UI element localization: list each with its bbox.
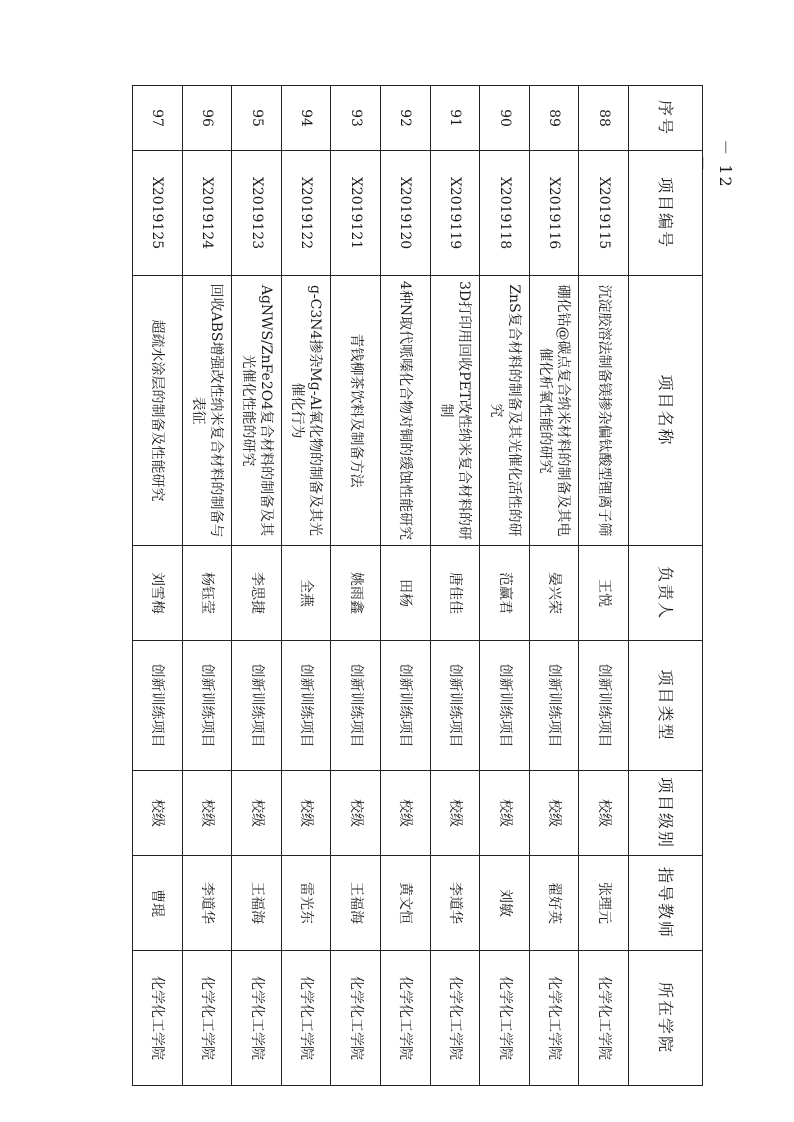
cell-project-type: 创新训练项目 <box>579 641 629 771</box>
cell-project-name: 青钱柳茶饮料及制备方法 <box>331 276 381 546</box>
cell-project-name: 3D打印用回收PET改性纳米复合材料的研制 <box>430 276 480 546</box>
cell-project-level: 校级 <box>430 771 480 856</box>
header-cell-college: 所在学院 <box>629 951 703 1086</box>
cell-project-level: 校级 <box>232 771 282 856</box>
cell-project-level: 校级 <box>381 771 431 856</box>
header-cell-project-level: 项目级别 <box>629 771 703 856</box>
cell-index: 91 <box>430 86 480 151</box>
cell-project-code: X2019122 <box>281 151 331 276</box>
cell-project-type: 创新训练项目 <box>430 641 480 771</box>
table-row <box>529 86 579 1086</box>
cell-project-code: X2019125 <box>133 151 183 276</box>
cell-leader: 姚雨鑫 <box>331 546 381 641</box>
cell-index: 96 <box>182 86 232 151</box>
cell-project-name: 超疏水涂层的制备及性能研究 <box>133 276 183 546</box>
cell-index: 93 <box>331 86 381 151</box>
cell-project-type: 创新训练项目 <box>182 641 232 771</box>
cell-college: 化学化工学院 <box>232 951 282 1086</box>
cell-index: 97 <box>133 86 183 151</box>
cell-project-code: X2019123 <box>232 151 282 276</box>
cell-index: 92 <box>381 86 431 151</box>
cell-leader: 唐佳佳 <box>430 546 480 641</box>
cell-college: 化学化工学院 <box>430 951 480 1086</box>
cell-project-code: X2019119 <box>430 151 480 276</box>
cell-advisor: 王福海 <box>232 856 282 951</box>
cell-advisor: 曹琨 <box>133 856 183 951</box>
cell-college: 化学化工学院 <box>281 951 331 1086</box>
cell-project-type: 创新训练项目 <box>480 641 530 771</box>
cell-index: 90 <box>480 86 530 151</box>
cell-college: 化学化工学院 <box>182 951 232 1086</box>
cell-project-level: 校级 <box>480 771 530 856</box>
cell-college: 化学化工学院 <box>133 951 183 1086</box>
cell-leader: 刘雪梅 <box>133 546 183 641</box>
cell-project-code: X2019118 <box>480 151 530 276</box>
cell-index: 95 <box>232 86 282 151</box>
cell-project-level: 校级 <box>579 771 629 856</box>
cell-project-type: 创新训练项目 <box>381 641 431 771</box>
table-row <box>331 86 381 1086</box>
table-row <box>133 86 183 1086</box>
cell-college: 化学化工学院 <box>381 951 431 1086</box>
cell-project-code: X2019121 <box>331 151 381 276</box>
table-row <box>281 86 331 1086</box>
cell-project-name: 硼化钴@碳点复合纳米材料的制备及其电催化析氧性能的研究 <box>529 276 579 546</box>
cell-project-level: 校级 <box>133 771 183 856</box>
cell-project-level: 校级 <box>182 771 232 856</box>
cell-project-code: X2019115 <box>579 151 629 276</box>
cell-project-type: 创新训练项目 <box>529 641 579 771</box>
cell-project-type: 创新训练项目 <box>281 641 331 771</box>
cell-project-name: 4种N取代哌嗪化合物对铜的缓蚀性能研究 <box>381 276 431 546</box>
header-cell-index: 序号 <box>629 86 703 151</box>
header-cell-project-code: 项目编号 <box>629 151 703 276</box>
cell-advisor: 雷光东 <box>281 856 331 951</box>
rotated-table-container <box>133 85 703 1085</box>
cell-project-type: 创新训练项目 <box>232 641 282 771</box>
project-table <box>132 85 703 1086</box>
header-cell-project-type: 项目类型 <box>629 641 703 771</box>
page-number: － 12 － <box>693 139 735 189</box>
cell-index: 89 <box>529 86 579 151</box>
cell-project-level: 校级 <box>331 771 381 856</box>
table-row <box>430 86 480 1086</box>
header-cell-project-name: 项目名称 <box>629 276 703 546</box>
cell-college: 化学化工学院 <box>529 951 579 1086</box>
cell-index: 94 <box>281 86 331 151</box>
cell-project-name: g-C3N4掺杂Mg-Al氧化物的制备及其光催化行为 <box>281 276 331 546</box>
cell-project-name: 回收ABS增强改性纳米复合材料的制备与表征 <box>182 276 232 546</box>
cell-project-code: X2019124 <box>182 151 232 276</box>
cell-project-level: 校级 <box>281 771 331 856</box>
cell-project-code: X2019120 <box>381 151 431 276</box>
cell-project-name: ZnS复合材料的制备及其光催化活性的研究 <box>480 276 530 546</box>
cell-leader: 晏兴荣 <box>529 546 579 641</box>
table-row <box>232 86 282 1086</box>
cell-project-name: AgNWS/ZnFe2O4复合材料的制备及其光催化性能的研究 <box>232 276 282 546</box>
cell-advisor: 李道华 <box>182 856 232 951</box>
cell-project-type: 创新训练项目 <box>331 641 381 771</box>
table-row <box>182 86 232 1086</box>
cell-college: 化学化工学院 <box>331 951 381 1086</box>
cell-project-type: 创新训练项目 <box>133 641 183 771</box>
cell-leader: 全燕 <box>281 546 331 641</box>
header-cell-advisor: 指导教师 <box>629 856 703 951</box>
header-cell-leader: 负责人 <box>629 546 703 641</box>
cell-advisor: 刘敏 <box>480 856 530 951</box>
cell-advisor: 翟好英 <box>529 856 579 951</box>
cell-leader: 杨钰莹 <box>182 546 232 641</box>
cell-leader: 范赢君 <box>480 546 530 641</box>
table-row <box>579 86 629 1086</box>
table-row <box>480 86 530 1086</box>
cell-leader: 田杨 <box>381 546 431 641</box>
cell-advisor: 李道华 <box>430 856 480 951</box>
cell-college: 化学化工学院 <box>579 951 629 1086</box>
cell-advisor: 王福海 <box>331 856 381 951</box>
cell-advisor: 张理元 <box>579 856 629 951</box>
cell-college: 化学化工学院 <box>480 951 530 1086</box>
cell-project-name: 沉淀胶溶法制备镁掺杂偏钛酸型锂离子筛 <box>579 276 629 546</box>
cell-leader: 李思捷 <box>232 546 282 641</box>
cell-project-level: 校级 <box>529 771 579 856</box>
cell-leader: 王悦 <box>579 546 629 641</box>
cell-advisor: 黄文恒 <box>381 856 431 951</box>
table-row <box>381 86 431 1086</box>
cell-project-code: X2019116 <box>529 151 579 276</box>
table-header-row <box>629 86 703 1086</box>
cell-index: 88 <box>579 86 629 151</box>
